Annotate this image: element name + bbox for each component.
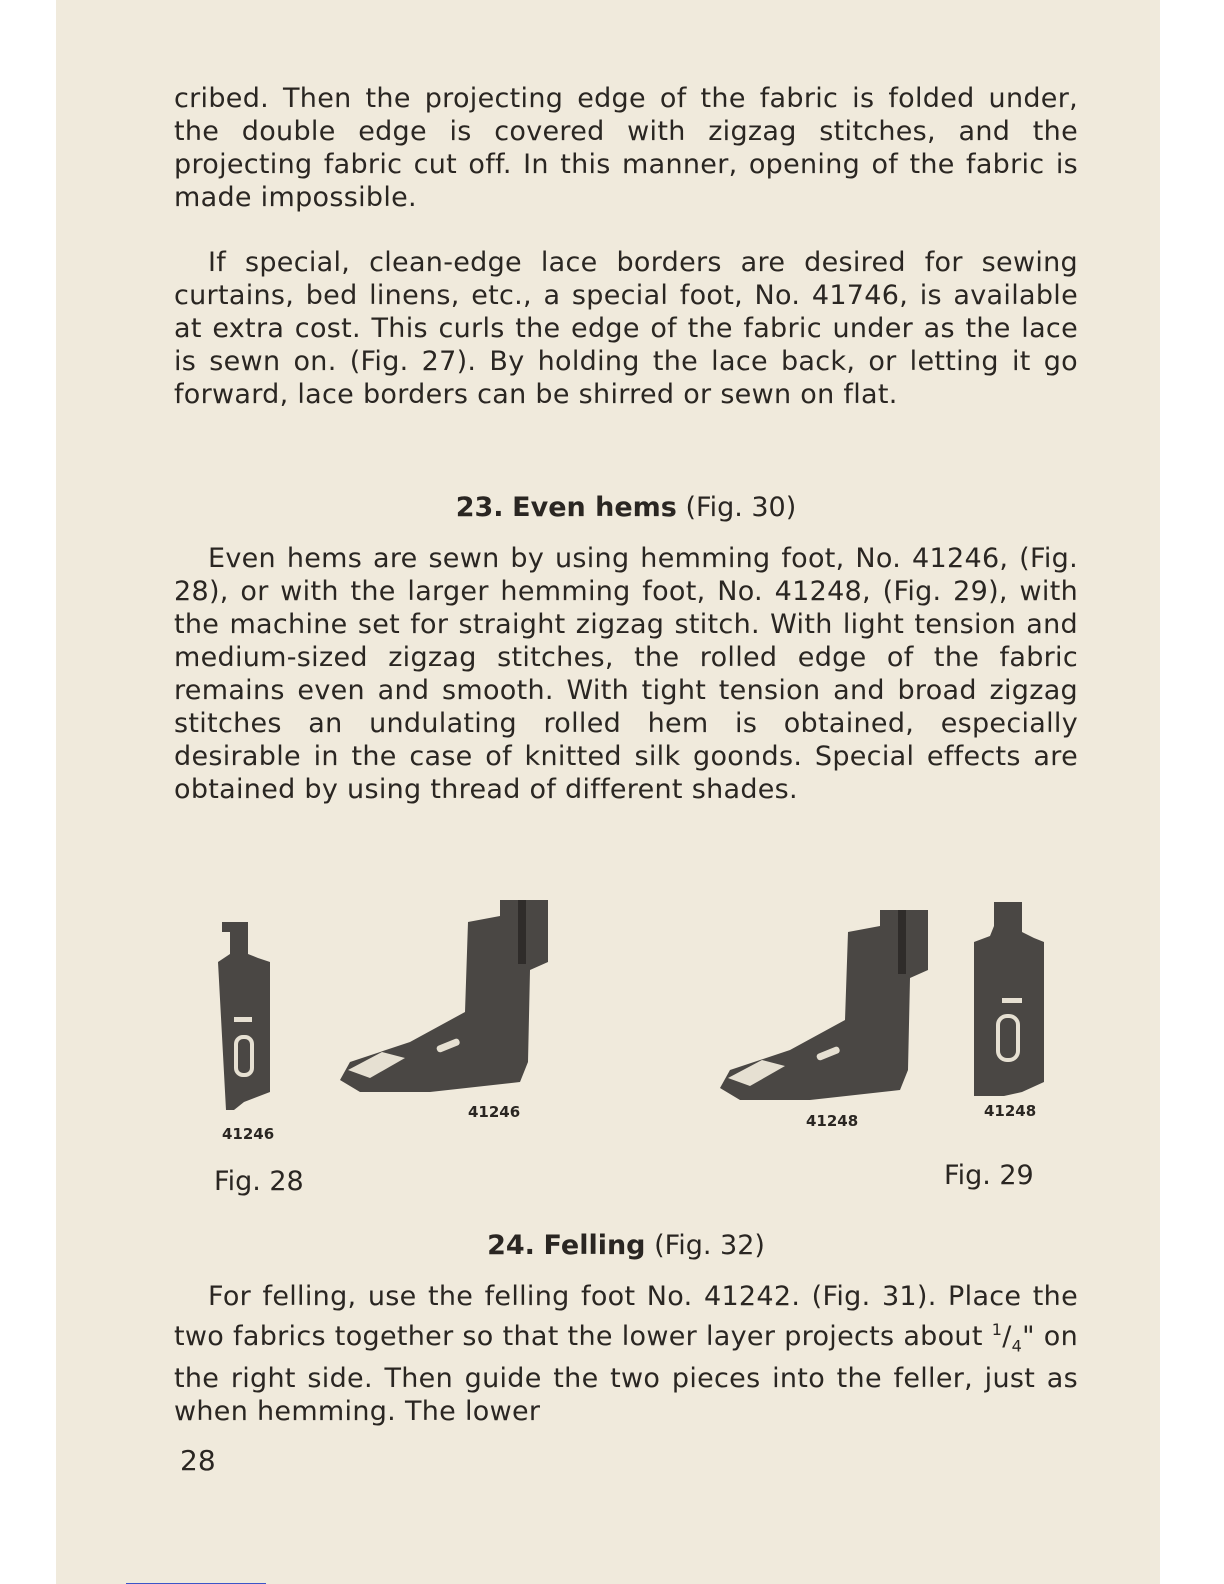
- paragraph-even-hems: Even hems are sewn by using hemming foot, No. 41246, (Fig. 28), or with the larger hemming foot, No. 41248, (Fig. 29), with the machine set for straight zigzag stitch. With light tension and medium-sized zigzag stitches, the rolled edge of the fabric remains even and smooth. With tight tension and broad zigzag stitches an undulating rolled hem is obtained, especially desirable in the case of knitted silk goonds. Special effects are obtained by using thread of different shades.: [174, 543, 1078, 805]
- part-number-label: 41246: [468, 1103, 521, 1121]
- part-number-label: 41248: [984, 1102, 1037, 1120]
- fraction-numerator: 1: [991, 1320, 1003, 1339]
- page-number: 28: [180, 1444, 216, 1477]
- section-figure-ref: (Fig. 32): [654, 1230, 765, 1261]
- section-figure-ref: (Fig. 30): [685, 492, 797, 523]
- felling-text-part: For felling, use the felling foot No. 41242. (Fig. 31). Place the two fabrics together so that the lower layer projects about: [174, 1281, 1078, 1352]
- hemming-foot-41246-front-image: [218, 922, 270, 1110]
- section-heading-even-hems: [174, 492, 1078, 523]
- section-heading-felling: [174, 1230, 1078, 1261]
- section-number: 24.: [487, 1230, 535, 1261]
- part-number-label: 41246: [222, 1125, 275, 1143]
- part-number-label: 41248: [806, 1112, 859, 1130]
- figure-29-caption: Fig. 29: [944, 1160, 1034, 1191]
- paragraph-continued: cribed. Then the projecting edge of the fabric is folded under, the double edge is covered with zigzag stitches, and the projecting fabric cut off. In this manner, opening of the fabric is made impossible.: [174, 83, 1078, 213]
- section-title: Felling: [543, 1230, 646, 1261]
- paragraph-felling: For felling, use the felling foot No. 41242. (Fig. 31). Place the two fabrics together so that the lower layer projects about $^1/_4$" on the right side. Then guide the two pieces into the feller, just as when hemming. The lower: [174, 1281, 1078, 1428]
- section-number: 23.: [455, 492, 504, 523]
- fraction-denominator: 4: [1011, 1336, 1023, 1356]
- paragraph-lace-borders: If special, clean-edge lace borders are desired for sewing curtains, bed linens, etc., a special foot, No. 41746, is available at extra cost. This curls the edge of the fabric under as the lace is sewn on. (Fig. 27). By holding the lace back, or letting it go forward, lace borders can be shirred or sewn on flat.: [174, 247, 1078, 410]
- figure-28-caption: Fig. 28: [214, 1166, 304, 1197]
- hemming-foot-41246-side-image: [340, 900, 548, 1092]
- felling-text-part: " on the right side. Then guide the two pieces into the feller, just as when hemming. The lower: [174, 1321, 1078, 1428]
- hemming-foot-41248-front-image: [974, 902, 1044, 1096]
- presser-feet-illustration: [200, 892, 1060, 1152]
- section-title: Even hems: [512, 492, 677, 523]
- hemming-foot-41248-side-image: [720, 910, 928, 1100]
